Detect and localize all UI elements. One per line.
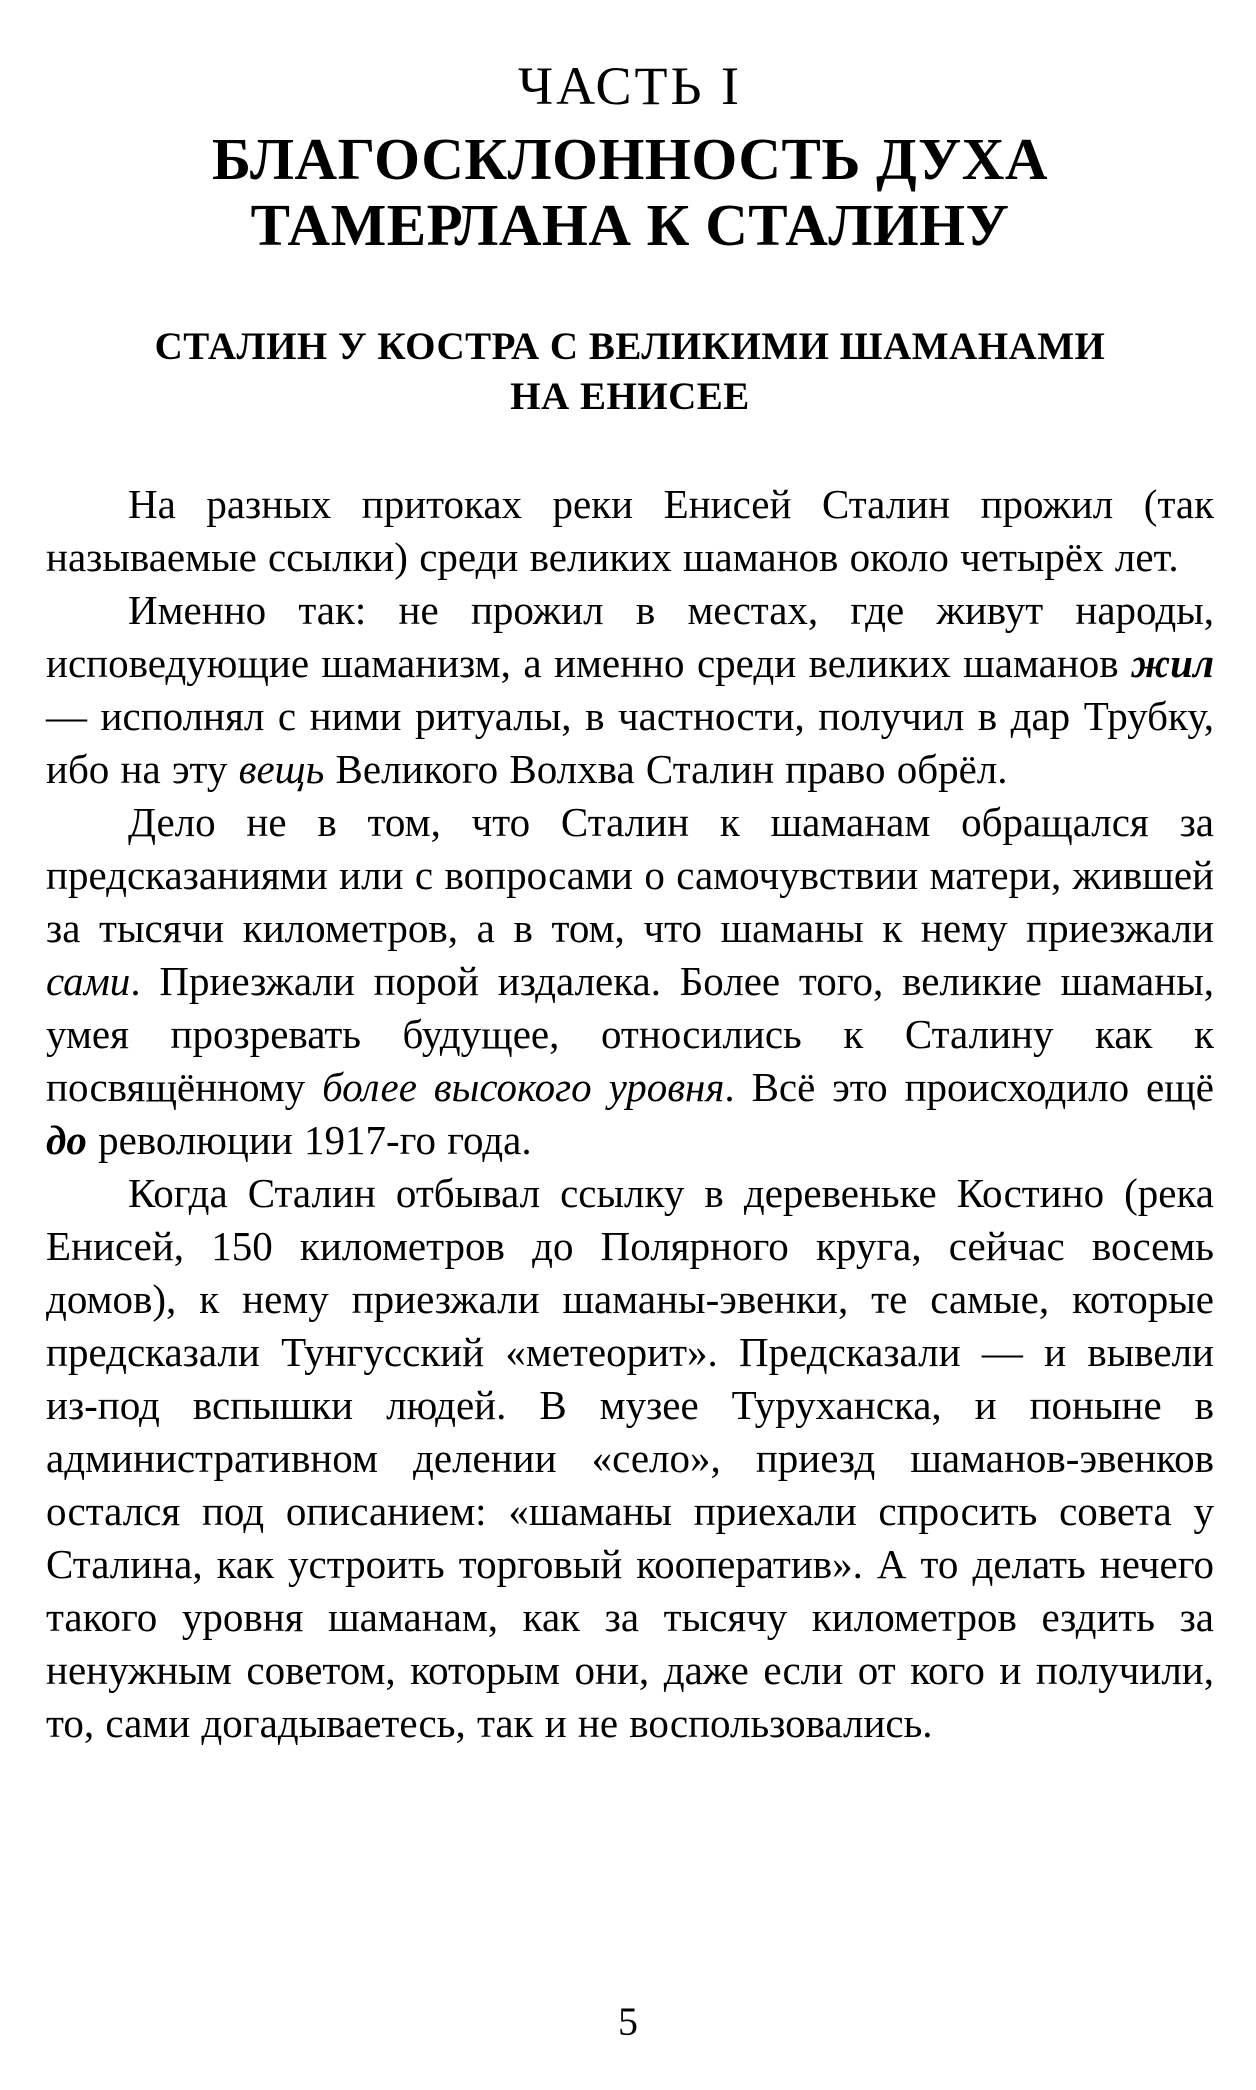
- chapter-title-line-2: ТАМЕРЛАНА К СТАЛИНУ: [250, 192, 1010, 258]
- text-segment: — исполнял с ними ритуалы, в частности, получил в дар Трубку, ибо на эту: [46, 693, 1214, 792]
- section-heading-line-2: НА ЕНИСЕЕ: [510, 375, 750, 418]
- emphasis-italic: вещь: [238, 746, 325, 792]
- section-heading-line-1: СТАЛИН У КОСТРА С ВЕЛИКИМИ ШАМАНАМИ: [154, 325, 1106, 368]
- part-label: ЧАСТЬ I: [518, 56, 742, 116]
- section-heading: [46, 322, 1214, 422]
- paragraph-3: [46, 796, 1214, 1167]
- text-segment: . Приезжали порой издалека. Более того, великие шаманы, умея прозревать будущее, относились к Сталину как к посвящённому: [46, 958, 1214, 1110]
- chapter-title: [46, 126, 1214, 258]
- text-segment: революции 1917-го года.: [86, 1117, 532, 1163]
- paragraph-1: На разных притоках реки Енисей Сталин прожил (так называемые ссылки) среди великих шаманов около четырёх лет.: [46, 481, 1214, 580]
- paragraph-2: [46, 584, 1214, 796]
- text-segment: Дело не в том, что Сталин к шаманам обращался за предсказаниями или с вопросами о самочувствии матери, жившей за тысячи километров, а в том, что шаманы к нему приезжали: [46, 799, 1214, 951]
- chapter-title-line-1: БЛАГОСКЛОННОСТЬ ДУХА: [212, 126, 1048, 192]
- emphasis-italic: более высокого уровня: [322, 1064, 725, 1110]
- text-segment: Именно так: не прожил в местах, где живут народы, исповедующие шаманизм, а именно среди великих шаманов: [46, 587, 1214, 686]
- text-segment: . Всё это происходило ещё: [724, 1064, 1215, 1110]
- paragraph-4: Когда Сталин отбывал ссылку в деревеньке Костино (река Енисей, 150 километров до Полярного круга, сейчас восемь домов), к нему приезжали шаманы-эвенки, те самые, которые предсказали Тунгусский «метеорит». Предсказали — и вывели из-под вспышки людей. В музее Туруханска, и поныне в административном делении «село», приезд шаманов-эвенков остался под описанием: «шаманы приехали спросить совета у Сталина, как устроить торговый кооператив». А то делать нечего такого уровня шаманам, как за тысячу километров ездить за ненужным советом, которым они, даже если от кого и получили, то, сами догадываетесь, так и не воспользовались.: [46, 1170, 1214, 1746]
- text-segment: Великого Волхва Сталин право обрёл.: [324, 746, 1008, 792]
- emphasis-bold-italic: до: [46, 1117, 87, 1163]
- body-text: [46, 478, 1214, 1750]
- emphasis-bold-italic: жил: [1131, 640, 1214, 686]
- page-number: 5: [618, 1999, 638, 2044]
- emphasis-italic: сами: [46, 958, 131, 1004]
